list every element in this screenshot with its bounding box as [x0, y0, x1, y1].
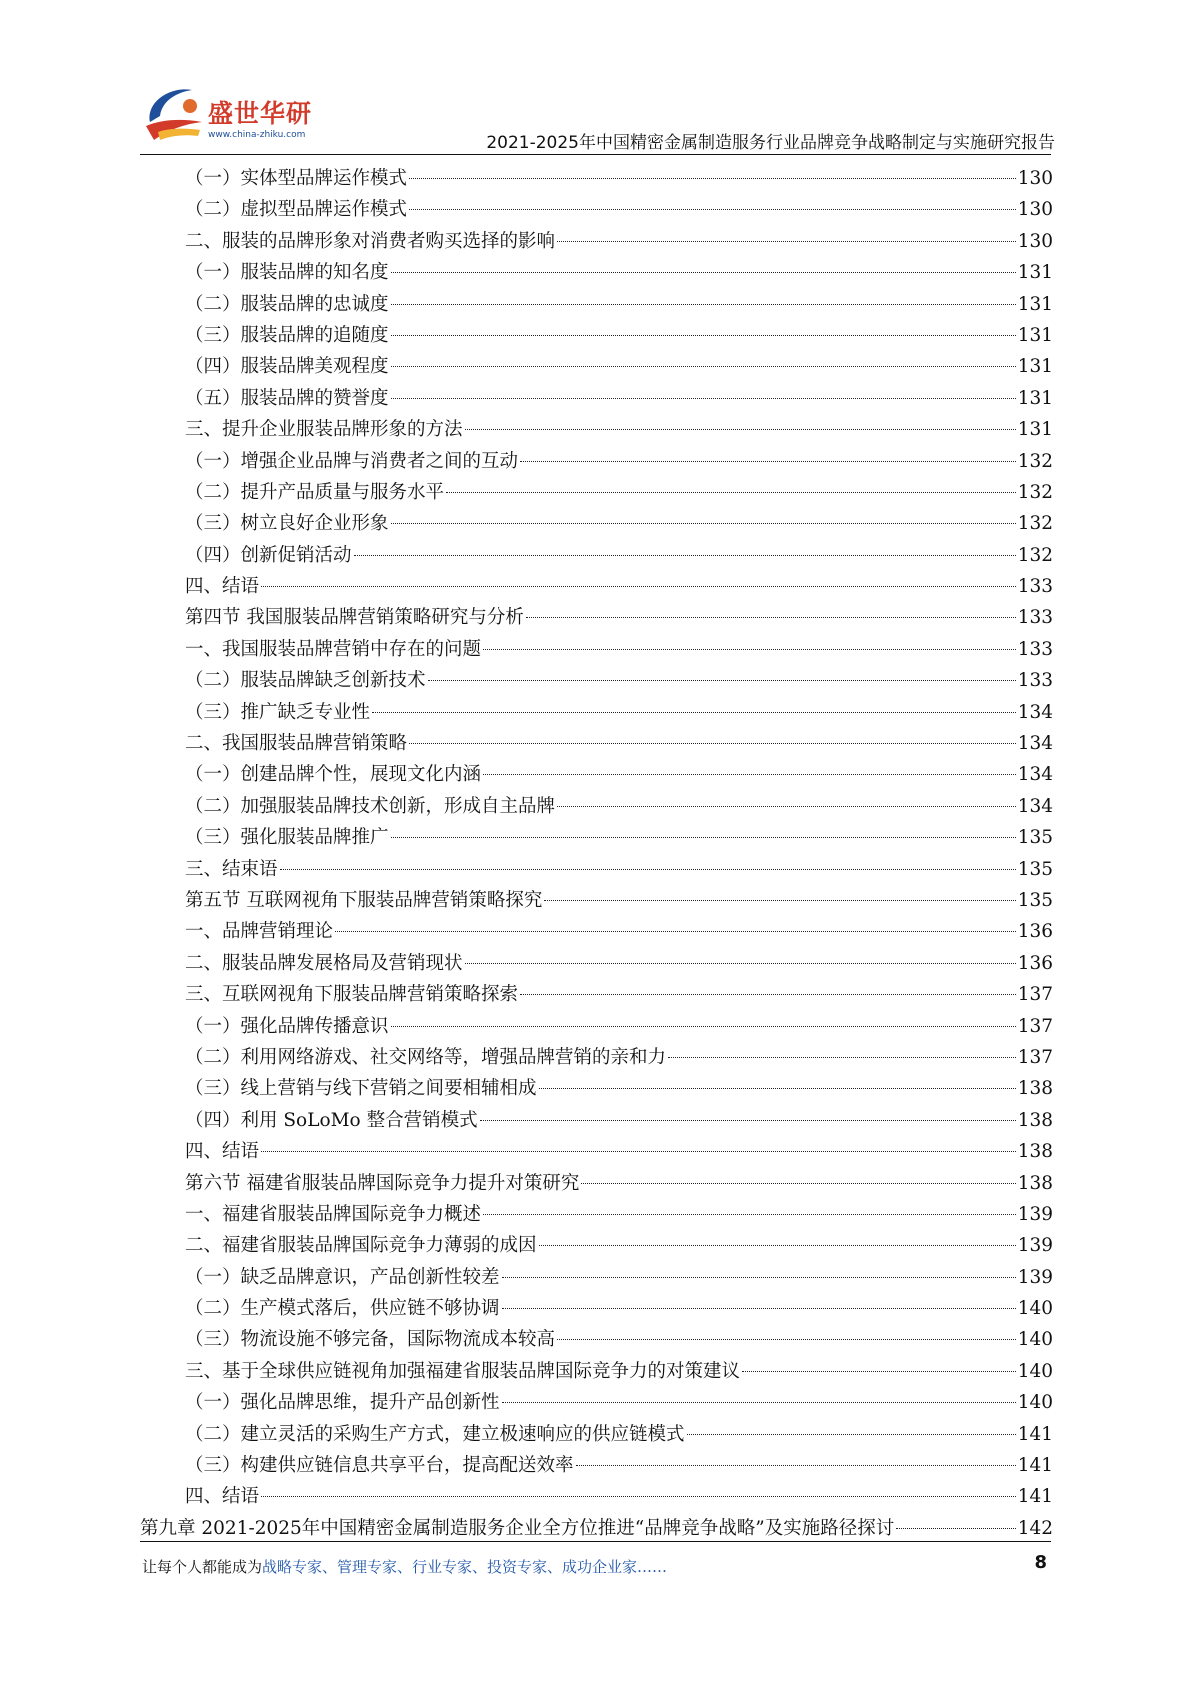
toc-entry-title: 四、结语 [185, 1486, 260, 1508]
toc-dot-leader [391, 398, 1016, 399]
toc-entry-title: 三、结束语 [185, 858, 278, 880]
toc-entry-title: 二、服装的品牌形象对消费者购买选择的影响 [185, 230, 556, 252]
toc-entry-page: 136 [1017, 921, 1053, 943]
toc-entry[interactable] [140, 634, 1053, 665]
toc-entry-title: 第九章 2021-2025年中国精密金属制造服务企业全方位推进“品牌竞争战略”及实施路径探讨 [140, 1517, 895, 1539]
toc-entry[interactable] [140, 1356, 1053, 1387]
toc-entry-title: 第五节 互联网视角下服装品牌营销策略探究 [185, 889, 543, 911]
toc-entry[interactable] [140, 885, 1053, 916]
toc-entry-title: （三）树立良好企业形象 [185, 513, 389, 535]
toc-entry[interactable] [140, 1481, 1053, 1512]
toc-entry-page: 130 [1017, 199, 1053, 221]
toc-dot-leader [280, 869, 1016, 870]
toc-entry[interactable] [140, 1011, 1053, 1042]
toc-dot-leader [539, 1245, 1016, 1246]
toc-entry-title: （二）利用网络游戏、社交网络等，增强品牌营销的亲和力 [185, 1046, 667, 1068]
toc-dot-leader [896, 1528, 1015, 1529]
toc-entry-page: 131 [1017, 419, 1053, 441]
toc-entry-title: （四）创新促销活动 [185, 544, 352, 566]
toc-entry-title: （四）利用 SoLoMo 整合营销模式 [185, 1109, 478, 1131]
toc-dot-leader [409, 209, 1016, 210]
logo-text: 盛世华研 [208, 99, 313, 128]
toc-dot-leader [372, 712, 1016, 713]
company-logo [140, 82, 330, 148]
toc-dot-leader [576, 1465, 1016, 1466]
toc-entry-page: 141 [1017, 1455, 1053, 1477]
toc-entry[interactable] [140, 1387, 1053, 1418]
toc-dot-leader [502, 1402, 1016, 1403]
toc-entry-title: 三、基于全球供应链视角加强福建省服装品牌国际竞争力的对策建议 [185, 1360, 741, 1382]
toc-entry-title: （一）增强企业品牌与消费者之间的互动 [185, 450, 519, 472]
toc-entry-title: 二、服装品牌发展格局及营销现状 [185, 952, 463, 974]
toc-dot-leader [668, 1057, 1016, 1058]
toc-dot-leader [520, 461, 1016, 462]
toc-entry-page: 135 [1017, 827, 1053, 849]
toc-entry[interactable] [140, 791, 1053, 822]
toc-dot-leader [261, 1151, 1016, 1152]
toc-entry-title: （二）提升产品质量与服务水平 [185, 481, 445, 503]
logo-swoosh-icon [140, 82, 210, 146]
toc-entry-page: 141 [1017, 1486, 1053, 1508]
toc-entry-title: 一、我国服装品牌营销中存在的问题 [185, 638, 482, 660]
toc-dot-leader [391, 335, 1016, 336]
toc-entry-page: 132 [1017, 450, 1053, 472]
toc-dot-leader [446, 492, 1016, 493]
toc-dot-leader [261, 1496, 1016, 1497]
toc-entry-title: （二）虚拟型品牌运作模式 [185, 199, 408, 221]
toc-dot-leader [391, 366, 1016, 367]
toc-entry-page: 140 [1017, 1392, 1053, 1414]
toc-entry-page: 140 [1017, 1329, 1053, 1351]
toc-entry-page: 133 [1017, 607, 1053, 629]
toc-entry-page: 134 [1017, 701, 1053, 723]
toc-entry[interactable] [140, 948, 1053, 979]
toc-entry-title: （一）实体型品牌运作模式 [185, 168, 408, 189]
toc-entry-title: （一）强化品牌传播意识 [185, 1015, 389, 1037]
toc-entry[interactable] [140, 697, 1053, 728]
toc-dot-leader [391, 272, 1016, 273]
toc-dot-leader [557, 241, 1016, 242]
toc-entry-title: （二）生产模式落后，供应链不够协调 [185, 1298, 500, 1320]
toc-entry-title: 三、互联网视角下服装品牌营销策略探索 [185, 984, 519, 1006]
toc-entry-page: 138 [1017, 1172, 1053, 1194]
toc-dot-leader [428, 680, 1016, 681]
toc-entry-title: （三）强化服装品牌推广 [185, 827, 389, 849]
toc-entry[interactable] [140, 1105, 1053, 1136]
toc-entry-page: 131 [1017, 356, 1053, 378]
toc-entry-title: 一、福建省服装品牌国际竞争力概述 [185, 1203, 482, 1225]
toc-entry-page: 137 [1017, 1046, 1053, 1068]
toc-entry-title: 四、结语 [185, 576, 260, 598]
toc-entry[interactable] [140, 1513, 1053, 1544]
toc-entry-page: 138 [1017, 1141, 1053, 1163]
toc-entry-title: （一）缺乏品牌意识，产品创新性较差 [185, 1266, 500, 1288]
toc-dot-leader [335, 931, 1016, 932]
toc-entry[interactable] [140, 477, 1053, 508]
page-number: 8 [1034, 1552, 1047, 1573]
toc-entry[interactable] [140, 226, 1053, 257]
toc-entry-title: （二）加强服装品牌技术创新，形成自主品牌 [185, 795, 556, 817]
toc-dot-leader [465, 429, 1016, 430]
toc-entry-title: （五）服装品牌的赞誉度 [185, 387, 389, 409]
toc-entry-page: 134 [1017, 795, 1053, 817]
footer-slogan-prefix: 让每个人都能成为 [142, 1558, 263, 1576]
toc-entry[interactable] [140, 1419, 1053, 1450]
toc-dot-leader [483, 1214, 1016, 1215]
toc-entry-title: （四）服装品牌美观程度 [185, 356, 389, 378]
toc-dot-leader [483, 649, 1016, 650]
toc-entry-page: 130 [1017, 168, 1053, 189]
toc-entry[interactable] [140, 979, 1053, 1010]
toc-entry[interactable] [140, 540, 1053, 571]
toc-entry[interactable] [140, 1042, 1053, 1073]
toc-entry-title: 二、我国服装品牌营销策略 [185, 733, 408, 755]
toc-dot-leader [354, 555, 1016, 556]
logo-url: www.china-zhiku.com [208, 130, 306, 140]
toc-entry[interactable] [140, 571, 1053, 602]
toc-dot-leader [742, 1371, 1016, 1372]
toc-dot-leader [557, 806, 1016, 807]
toc-entry-page: 133 [1017, 670, 1053, 692]
toc-entry-page: 140 [1017, 1360, 1053, 1382]
toc-entry[interactable] [140, 1073, 1053, 1104]
toc-entry-page: 133 [1017, 576, 1053, 598]
toc-dot-leader [581, 1183, 1015, 1184]
toc-entry[interactable] [140, 1324, 1053, 1355]
toc-dot-leader [261, 586, 1016, 587]
toc-dot-leader [391, 837, 1016, 838]
report-title: 2021-2025年中国精密金属制造服务行业品牌竞争战略制定与实施研究报告 [486, 133, 1055, 153]
toc-entry[interactable] [140, 508, 1053, 539]
toc-entry[interactable] [140, 1262, 1053, 1293]
toc-entry-title: 第六节 福建省服装品牌国际竞争力提升对策研究 [185, 1172, 580, 1194]
toc-dot-leader [539, 1088, 1016, 1089]
toc-entry-title: （二）服装品牌的忠诚度 [185, 293, 389, 315]
toc-entry[interactable] [140, 822, 1053, 853]
toc-entry-title: （二）服装品牌缺乏创新技术 [185, 670, 426, 692]
toc-entry[interactable] [140, 163, 1053, 194]
toc-entry[interactable] [140, 1136, 1053, 1167]
footer-divider [140, 1541, 1051, 1542]
toc-entry[interactable] [140, 351, 1053, 382]
toc-entry-page: 135 [1017, 889, 1053, 911]
toc-entry-title: （三）线上营销与线下营销之间要相辅相成 [185, 1078, 537, 1100]
toc-entry-page: 131 [1017, 324, 1053, 346]
toc-dot-leader [465, 963, 1016, 964]
toc-entry-page: 132 [1017, 544, 1053, 566]
toc-dot-leader [502, 1308, 1016, 1309]
toc-entry-title: 三、提升企业服装品牌形象的方法 [185, 419, 463, 441]
toc-entry[interactable] [140, 759, 1053, 790]
toc-entry-page: 131 [1017, 387, 1053, 409]
toc-entry-title: 四、结语 [185, 1141, 260, 1163]
toc-entry[interactable] [140, 1293, 1053, 1324]
toc-dot-leader [687, 1434, 1016, 1435]
toc-entry-title: 一、品牌营销理论 [185, 921, 334, 943]
toc-entry-page: 141 [1017, 1423, 1053, 1445]
toc-dot-leader [520, 994, 1016, 995]
toc-entry-page: 132 [1017, 513, 1053, 535]
toc-dot-leader [526, 617, 1016, 618]
toc-entry-page: 138 [1017, 1078, 1053, 1100]
toc-entry-page: 131 [1017, 293, 1053, 315]
page-header [0, 0, 1191, 153]
toc-dot-leader [502, 1277, 1016, 1278]
footer-slogan-highlight: 战略专家、管理专家、行业专家、投资专家、成功企业家…… [262, 1558, 668, 1576]
toc-entry-page: 130 [1017, 230, 1053, 252]
toc-entry[interactable] [140, 1199, 1053, 1230]
toc-entry-page: 139 [1017, 1266, 1053, 1288]
toc-entry-title: （三）构建供应链信息共享平台，提高配送效率 [185, 1455, 574, 1477]
toc-entry-title: （一）强化品牌思维，提升产品创新性 [185, 1392, 500, 1414]
toc-entry-title: （三）物流设施不够完备，国际物流成本较高 [185, 1329, 556, 1351]
toc-dot-leader [391, 523, 1016, 524]
toc-entry-page: 139 [1017, 1235, 1053, 1257]
table-of-contents [140, 163, 1053, 1544]
toc-dot-leader [409, 178, 1016, 179]
toc-entry[interactable] [140, 257, 1053, 288]
toc-entry-title: （一）创建品牌个性，展现文化内涵 [185, 764, 482, 786]
toc-entry-page: 131 [1017, 262, 1053, 284]
toc-entry[interactable] [140, 916, 1053, 947]
toc-entry-page: 135 [1017, 858, 1053, 880]
toc-entry-title: （一）服装品牌的知名度 [185, 262, 389, 284]
toc-entry[interactable] [140, 728, 1053, 759]
toc-entry[interactable] [140, 602, 1053, 633]
toc-entry[interactable] [140, 414, 1053, 445]
toc-entry-title: 第四节 我国服装品牌营销策略研究与分析 [185, 607, 524, 629]
toc-entry-title: （三）服装品牌的追随度 [185, 324, 389, 346]
toc-dot-leader [391, 1026, 1016, 1027]
toc-entry-title: 二、福建省服装品牌国际竞争力薄弱的成因 [185, 1235, 537, 1257]
toc-entry[interactable] [140, 320, 1053, 351]
toc-dot-leader [480, 1120, 1016, 1121]
toc-entry-page: 137 [1017, 1015, 1053, 1037]
toc-dot-leader [557, 1339, 1016, 1340]
toc-entry[interactable] [140, 1168, 1053, 1199]
toc-entry-page: 136 [1017, 952, 1053, 974]
toc-entry-page: 140 [1017, 1298, 1053, 1320]
toc-entry-page: 138 [1017, 1109, 1053, 1131]
toc-dot-leader [483, 774, 1016, 775]
toc-entry-page: 132 [1017, 481, 1053, 503]
toc-entry[interactable] [140, 446, 1053, 477]
toc-entry-page: 139 [1017, 1203, 1053, 1225]
toc-entry[interactable] [140, 1230, 1053, 1261]
footer-slogan [142, 1556, 667, 1577]
toc-entry[interactable] [140, 383, 1053, 414]
toc-dot-leader [391, 304, 1016, 305]
toc-entry-page: 133 [1017, 638, 1053, 660]
toc-entry-page: 137 [1017, 984, 1053, 1006]
toc-entry-title: （二）建立灵活的采购生产方式，建立极速响应的供应链模式 [185, 1423, 685, 1445]
toc-entry[interactable] [140, 854, 1053, 885]
toc-entry-title: （三）推广缺乏专业性 [185, 701, 371, 723]
header-divider [140, 154, 1051, 155]
toc-entry[interactable] [140, 1450, 1053, 1481]
toc-entry-page: 134 [1017, 764, 1053, 786]
toc-entry[interactable] [140, 194, 1053, 225]
toc-entry[interactable] [140, 289, 1053, 320]
toc-entry[interactable] [140, 665, 1053, 696]
toc-dot-leader [544, 900, 1015, 901]
toc-dot-leader [409, 743, 1016, 744]
toc-entry-page: 142 [1017, 1517, 1053, 1539]
toc-entry-page: 134 [1017, 733, 1053, 755]
